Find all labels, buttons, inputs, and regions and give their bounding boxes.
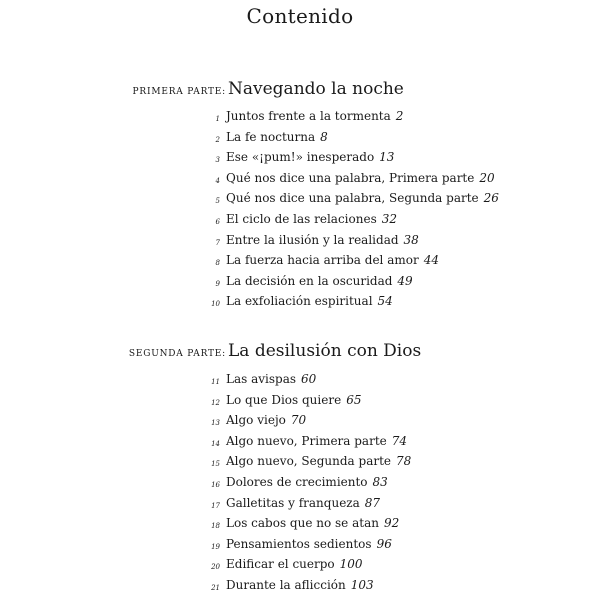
chapter-number: 8 <box>215 259 220 268</box>
chapter-title-text: Pensamientos sedientos <box>226 536 372 551</box>
chapter-title-text: Juntos frente a la tormenta <box>226 109 391 123</box>
chapter-page-number: 38 <box>403 232 419 247</box>
chapter-title-text: Algo nuevo, Primera parte <box>226 433 387 448</box>
chapter-number: 17 <box>211 501 220 510</box>
chapter-title-text: Las avispas <box>226 372 297 386</box>
chapter-entry <box>0 412 600 433</box>
chapter-entry <box>0 108 600 129</box>
part-title: La desilusión con Dios <box>228 341 422 361</box>
chapter-number: 6 <box>215 217 220 226</box>
chapter-number: 13 <box>211 419 220 428</box>
chapter-page-number: 74 <box>391 433 408 448</box>
chapter-page-number: 65 <box>346 392 362 407</box>
chapter-number: 16 <box>211 480 220 489</box>
chapter-title <box>226 557 363 571</box>
chapter-page-number: 8 <box>320 129 328 144</box>
chapter-number: 14 <box>211 439 220 448</box>
chapter-title <box>226 150 394 164</box>
chapter-title-text: La exfoliación espiritual <box>226 294 373 309</box>
part-header <box>0 79 600 103</box>
chapter-title <box>226 109 403 123</box>
chapter-entry <box>0 433 600 454</box>
chapter-entry <box>0 392 600 413</box>
chapter-entry <box>0 453 600 474</box>
chapter-number: 1 <box>215 115 220 123</box>
chapter-title-text: Algo nuevo, Segunda parte <box>226 454 392 469</box>
chapter-title-text: Algo viejo <box>226 413 286 428</box>
chapter-title-text: Galletitas y franqueza <box>226 495 360 510</box>
chapter-title-text: Lo que Dios quiere <box>226 392 342 407</box>
chapter-entry <box>0 190 600 211</box>
chapter-list <box>0 108 600 314</box>
chapter-number: 12 <box>211 398 220 407</box>
chapter-number: 21 <box>211 583 220 592</box>
chapter-title <box>226 274 413 288</box>
chapter-number: 18 <box>211 522 220 531</box>
chapter-page-number: 87 <box>364 495 381 510</box>
chapter-title <box>226 233 419 247</box>
chapter-entry <box>0 232 600 253</box>
chapter-entry <box>0 556 600 577</box>
chapter-entry <box>0 273 600 294</box>
chapter-title-text: La fuerza hacia arriba del amor <box>226 253 419 268</box>
chapter-page-number: 83 <box>372 474 388 489</box>
chapter-title-text: Ese «¡pum!» inesperado <box>226 150 375 165</box>
chapter-number: 3 <box>215 156 220 165</box>
page-title: Contenido <box>246 4 354 28</box>
chapter-page-number: 44 <box>423 253 439 268</box>
part-header <box>0 341 600 365</box>
chapter-title <box>226 475 388 489</box>
chapter-entry <box>0 211 600 232</box>
chapter-page-number: 2 <box>395 109 404 123</box>
chapter-title <box>226 516 399 530</box>
chapter-entry <box>0 252 600 273</box>
chapter-list <box>0 371 600 598</box>
chapter-number: 19 <box>211 542 220 551</box>
chapter-title <box>226 454 411 468</box>
chapter-page-number: 13 <box>379 150 395 165</box>
chapter-title <box>226 496 380 510</box>
chapter-number: 20 <box>211 563 220 572</box>
chapter-entry <box>0 495 600 516</box>
chapter-title-text: Qué nos dice una palabra, Primera parte <box>226 170 475 185</box>
chapter-number: 11 <box>211 378 220 386</box>
chapter-entry <box>0 293 600 314</box>
chapter-title-text: Dolores de crecimiento <box>226 474 368 489</box>
chapter-entry <box>0 149 600 170</box>
chapter-entry <box>0 371 600 392</box>
chapter-page-number: 54 <box>377 294 393 309</box>
part-label: SEGUNDA PARTE: <box>128 349 226 359</box>
chapter-title-text: Los cabos que no se atan <box>226 516 379 531</box>
chapter-title-text: La decisión en la oscuridad <box>226 273 393 288</box>
chapter-entry <box>0 170 600 191</box>
chapter-number: 10 <box>211 300 220 309</box>
part-title: Navegando la noche <box>228 79 404 99</box>
chapter-title <box>226 212 397 226</box>
chapter-title-text: La fe nocturna <box>226 129 316 144</box>
chapter-page-number: 92 <box>383 516 400 531</box>
chapter-page-number: 100 <box>339 557 363 572</box>
chapter-entry <box>0 474 600 495</box>
part-label: PRIMERA PARTE: <box>132 87 226 97</box>
chapter-page-number: 60 <box>301 372 317 386</box>
chapter-title <box>226 434 407 448</box>
chapter-title <box>226 130 328 144</box>
chapter-title <box>226 372 316 386</box>
chapter-page-number: 96 <box>376 536 392 551</box>
chapter-page-number: 26 <box>483 191 499 206</box>
chapter-entry <box>0 515 600 536</box>
chapter-title <box>226 578 374 592</box>
chapter-title <box>226 191 499 205</box>
chapter-number: 15 <box>211 460 220 469</box>
chapter-number: 2 <box>215 135 220 144</box>
chapter-title <box>226 413 306 427</box>
chapter-page-number: 103 <box>350 577 374 592</box>
chapter-title <box>226 294 393 308</box>
chapter-page-number: 70 <box>290 413 307 428</box>
chapter-number: 7 <box>215 238 220 247</box>
chapter-page-number: 20 <box>479 170 495 185</box>
chapter-entry <box>0 536 600 557</box>
chapter-number: 4 <box>215 176 220 185</box>
chapter-title <box>226 393 361 407</box>
chapter-title-text: Qué nos dice una palabra, Segunda parte <box>226 191 479 206</box>
chapter-entry <box>0 129 600 150</box>
chapter-number: 5 <box>215 197 220 206</box>
chapter-page-number: 78 <box>396 454 412 469</box>
chapter-title <box>226 253 439 267</box>
chapter-page-number: 32 <box>381 211 398 226</box>
chapter-page-number: 49 <box>397 273 413 288</box>
chapter-title-text: El ciclo de las relaciones <box>226 211 377 226</box>
chapter-title <box>226 537 392 551</box>
chapter-title <box>226 171 495 185</box>
chapter-title-text: Durante la aflicción <box>226 577 346 592</box>
chapter-entry <box>0 577 600 598</box>
chapter-number: 9 <box>215 279 220 288</box>
chapter-title-text: Edificar el cuerpo <box>226 557 335 572</box>
chapter-title-text: Entre la ilusión y la realidad <box>226 232 399 247</box>
